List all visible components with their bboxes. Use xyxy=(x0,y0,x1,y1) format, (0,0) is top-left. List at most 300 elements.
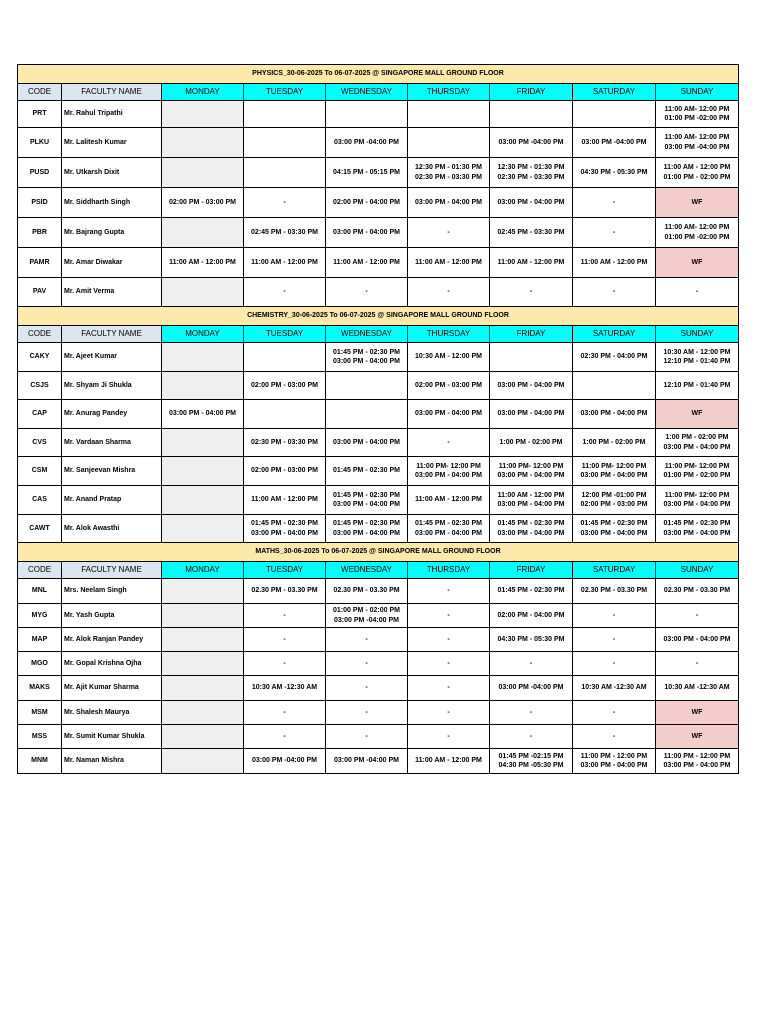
slot-thursday: 03:00 PM - 04:00 PM xyxy=(408,188,490,218)
time-slot: 01:00 PM -02:00 PM xyxy=(664,115,730,122)
faculty-row xyxy=(18,101,739,128)
slot-thursday: - xyxy=(408,676,490,701)
slot-friday: - xyxy=(490,278,573,307)
header-sunday: SUNDAY xyxy=(656,562,739,579)
time-slot: 03:00 PM - 04:00 PM xyxy=(333,358,400,365)
faculty-name: Mr. Rahul Tripathi xyxy=(62,101,162,128)
slot-friday: 03:00 PM -04:00 PM xyxy=(490,676,573,701)
header-saturday: SATURDAY xyxy=(573,562,656,579)
slot-wednesday: 02:00 PM - 04:00 PM xyxy=(326,188,408,218)
slot-saturday: 11:00 AM - 12:00 PM xyxy=(573,248,656,278)
slot-thursday: 11:00 AM - 12:00 PM xyxy=(408,248,490,278)
slot-friday xyxy=(490,101,573,128)
slot-friday: - xyxy=(490,652,573,676)
slot-monday xyxy=(162,604,244,628)
slot-saturday: - xyxy=(573,701,656,725)
slot-wednesday: 03:00 PM - 04:00 PM xyxy=(326,218,408,248)
faculty-name: Mr. Amar Diwakar xyxy=(62,248,162,278)
faculty-code: PAMR xyxy=(18,248,62,278)
slot-monday xyxy=(162,486,244,515)
time-slot: 01:45 PM - 02:30 PM xyxy=(580,520,648,527)
slot-tuesday: - xyxy=(244,725,326,749)
time-slot: 03:00 PM -04:00 PM xyxy=(334,616,399,624)
header-friday: FRIDAY xyxy=(490,562,573,579)
slot-sunday: - xyxy=(656,278,739,307)
header-wednesday: WEDNESDAY xyxy=(326,84,408,101)
time-slot: 02:30 PM - 03:30 PM xyxy=(415,173,482,181)
slot-monday xyxy=(162,725,244,749)
slot-friday: - xyxy=(490,701,573,725)
header-faculty-name: FACULTY NAME xyxy=(62,84,162,101)
faculty-code: MSM xyxy=(18,701,62,725)
slot-thursday: - xyxy=(408,604,490,628)
faculty-row xyxy=(18,158,739,188)
slot-thursday: - xyxy=(408,701,490,725)
slot-saturday: - xyxy=(573,628,656,652)
time-slot: 03:00 PM - 04:00 PM xyxy=(580,529,648,537)
slot-tuesday: 02.30 PM - 03.30 PM xyxy=(244,579,326,604)
slot-wednesday: 03:00 PM -04:00 PM xyxy=(326,128,408,158)
slot-saturday: 02:30 PM - 04:00 PM xyxy=(573,343,656,372)
slot-thursday: 02:00 PM - 03:00 PM xyxy=(408,372,490,400)
faculty-row xyxy=(18,749,739,774)
slot-saturday xyxy=(573,749,656,774)
slot-sunday: WF xyxy=(656,248,739,278)
slot-sunday: - xyxy=(656,604,739,628)
slot-saturday: - xyxy=(573,188,656,218)
slot-saturday xyxy=(573,372,656,400)
faculty-name: Mr. Amit Verma xyxy=(62,278,162,307)
faculty-name: Mr. Gopal Krishna Ojha xyxy=(62,652,162,676)
slot-saturday: 03:00 PM - 04:00 PM xyxy=(573,400,656,429)
slot-tuesday: 10:30 AM -12:30 AM xyxy=(244,676,326,701)
time-slot: 01:45 PM - 02:30 PM xyxy=(497,520,565,527)
time-slot: 03:00 PM -04:00 PM xyxy=(664,143,730,151)
faculty-name: Mr. Anurag Pandey xyxy=(62,400,162,429)
faculty-code: PBR xyxy=(18,218,62,248)
slot-sunday: 02.30 PM - 03.30 PM xyxy=(656,579,739,604)
slot-sunday: - xyxy=(656,652,739,676)
faculty-code: CVS xyxy=(18,429,62,457)
slot-friday xyxy=(490,158,573,188)
faculty-name: Mr. Anand Pratap xyxy=(62,486,162,515)
faculty-name: Mr. Sumit Kumar Shukla xyxy=(62,725,162,749)
faculty-code: PLKU xyxy=(18,128,62,158)
slot-sunday xyxy=(656,429,739,457)
faculty-code: MAKS xyxy=(18,676,62,701)
slot-friday: 04:30 PM - 05:30 PM xyxy=(490,628,573,652)
time-slot: 03:00 PM - 04:00 PM xyxy=(497,472,565,479)
slot-thursday: - xyxy=(408,429,490,457)
slot-wednesday: 03:00 PM -04:00 PM xyxy=(326,749,408,774)
slot-thursday: 10:30 AM - 12:00 PM xyxy=(408,343,490,372)
faculty-code: CAS xyxy=(18,486,62,515)
slot-saturday: 03:00 PM -04:00 PM xyxy=(573,128,656,158)
slot-tuesday: - xyxy=(244,188,326,218)
faculty-name: Mr. Lalitesh Kumar xyxy=(62,128,162,158)
faculty-name: Mr. Shyam Ji Shukla xyxy=(62,372,162,400)
slot-monday xyxy=(162,101,244,128)
slot-friday: 03:00 PM - 04:00 PM xyxy=(490,372,573,400)
slot-thursday: - xyxy=(408,218,490,248)
slot-wednesday xyxy=(326,604,408,628)
time-slot: 11:00 PM - 12:00 PM xyxy=(580,752,648,760)
slot-thursday xyxy=(408,101,490,128)
time-slot: 11:00 PM- 12:00 PM xyxy=(416,462,481,470)
slot-sunday xyxy=(656,101,739,128)
slot-saturday: - xyxy=(573,725,656,749)
slot-monday xyxy=(162,158,244,188)
slot-friday xyxy=(490,486,573,515)
header-sunday: SUNDAY xyxy=(656,326,739,343)
slot-wednesday xyxy=(326,486,408,515)
slot-tuesday: - xyxy=(244,604,326,628)
slot-tuesday: - xyxy=(244,701,326,725)
slot-wednesday: - xyxy=(326,628,408,652)
time-slot: 02:00 PM - 03:00 PM xyxy=(580,501,648,508)
header-code: CODE xyxy=(18,326,62,343)
slot-thursday xyxy=(408,457,490,486)
faculty-code: MSS xyxy=(18,725,62,749)
header-faculty-name: FACULTY NAME xyxy=(62,562,162,579)
slot-wednesday: - xyxy=(326,278,408,307)
faculty-row xyxy=(18,486,739,515)
faculty-name: Mrs. Neelam Singh xyxy=(62,579,162,604)
slot-wednesday: 04:15 PM - 05:15 PM xyxy=(326,158,408,188)
faculty-row xyxy=(18,400,739,429)
time-slot: 01:45 PM -02:15 PM xyxy=(498,752,564,760)
faculty-row xyxy=(18,579,739,604)
slot-thursday: 11:00 AM - 12:00 PM xyxy=(408,749,490,774)
slot-tuesday xyxy=(244,158,326,188)
slot-thursday: - xyxy=(408,579,490,604)
time-slot: 03:00 PM - 04:00 PM xyxy=(333,529,400,537)
slot-saturday: 10:30 AM -12:30 AM xyxy=(573,676,656,701)
faculty-row xyxy=(18,372,739,400)
slot-thursday: - xyxy=(408,725,490,749)
faculty-code: PSID xyxy=(18,188,62,218)
header-friday: FRIDAY xyxy=(490,326,573,343)
slot-monday xyxy=(162,343,244,372)
header-row xyxy=(18,84,739,101)
slot-monday xyxy=(162,749,244,774)
faculty-row xyxy=(18,343,739,372)
faculty-row xyxy=(18,628,739,652)
time-slot: 02:30 PM - 03:30 PM xyxy=(497,173,565,181)
time-slot: 12:00 PM -01:00 PM xyxy=(581,491,647,499)
slot-monday: 03:00 PM - 04:00 PM xyxy=(162,400,244,429)
time-slot: 03:00 PM - 04:00 PM xyxy=(497,529,565,537)
slot-friday xyxy=(490,515,573,543)
time-slot: 12:30 PM - 01:30 PM xyxy=(497,164,565,171)
header-monday: MONDAY xyxy=(162,562,244,579)
faculty-code: CSJS xyxy=(18,372,62,400)
slot-wednesday xyxy=(326,515,408,543)
slot-monday xyxy=(162,676,244,701)
slot-monday: 02:00 PM - 03:00 PM xyxy=(162,188,244,218)
slot-thursday xyxy=(408,515,490,543)
slot-saturday xyxy=(573,486,656,515)
time-slot: 01:00 PM - 02:00 PM xyxy=(663,173,731,181)
slot-sunday: WF xyxy=(656,400,739,429)
slot-sunday xyxy=(656,515,739,543)
slot-sunday xyxy=(656,128,739,158)
slot-tuesday xyxy=(244,128,326,158)
time-slot: 11:00 AM - 12:00 PM xyxy=(663,164,731,171)
slot-tuesday: 02:30 PM - 03:30 PM xyxy=(244,429,326,457)
slot-tuesday: 11:00 AM - 12:00 PM xyxy=(244,486,326,515)
time-slot: 03:00 PM - 04:00 PM xyxy=(580,762,648,769)
header-saturday: SATURDAY xyxy=(573,326,656,343)
slot-saturday xyxy=(573,457,656,486)
slot-friday: - xyxy=(490,725,573,749)
slot-friday: 11:00 AM - 12:00 PM xyxy=(490,248,573,278)
header-friday: FRIDAY xyxy=(490,84,573,101)
header-thursday: THURSDAY xyxy=(408,326,490,343)
time-slot: 01:45 PM - 02:30 PM xyxy=(333,348,400,356)
slot-sunday: WF xyxy=(656,725,739,749)
slot-sunday: 10:30 AM -12:30 AM xyxy=(656,676,739,701)
faculty-code: MYG xyxy=(18,604,62,628)
faculty-row xyxy=(18,652,739,676)
header-sunday: SUNDAY xyxy=(656,84,739,101)
faculty-code: MGO xyxy=(18,652,62,676)
slot-tuesday: - xyxy=(244,278,326,307)
slot-saturday xyxy=(573,101,656,128)
header-code: CODE xyxy=(18,84,62,101)
section-title: CHEMISTRY_30-06-2025 To 06-07-2025 @ SINGAPORE MALL GROUND FLOOR xyxy=(18,307,739,326)
time-slot: 01:45 PM - 02:30 PM xyxy=(333,491,400,499)
time-slot: 12:30 PM - 01:30 PM xyxy=(415,164,482,171)
slot-thursday: 03:00 PM - 04:00 PM xyxy=(408,400,490,429)
slot-sunday xyxy=(656,457,739,486)
slot-wednesday: - xyxy=(326,676,408,701)
faculty-row xyxy=(18,248,739,278)
faculty-row xyxy=(18,701,739,725)
slot-friday: 02:00 PM - 04:00 PM xyxy=(490,604,573,628)
faculty-row xyxy=(18,604,739,628)
faculty-code: CAP xyxy=(18,400,62,429)
slot-tuesday: 02:45 PM - 03:30 PM xyxy=(244,218,326,248)
faculty-code: MNL xyxy=(18,579,62,604)
header-row xyxy=(18,562,739,579)
time-slot: 11:00 PM- 12:00 PM xyxy=(581,462,647,470)
slot-wednesday xyxy=(326,101,408,128)
faculty-row xyxy=(18,128,739,158)
header-row xyxy=(18,326,739,343)
header-saturday: SATURDAY xyxy=(573,84,656,101)
slot-sunday xyxy=(656,158,739,188)
time-slot: 03:00 PM - 04:00 PM xyxy=(663,443,731,451)
slot-tuesday xyxy=(244,101,326,128)
faculty-code: CSM xyxy=(18,457,62,486)
time-slot: 11:00 AM- 12:00 PM xyxy=(664,105,730,113)
slot-tuesday xyxy=(244,400,326,429)
faculty-name: Mr. Bajrang Gupta xyxy=(62,218,162,248)
slot-wednesday xyxy=(326,372,408,400)
slot-wednesday: - xyxy=(326,701,408,725)
slot-tuesday xyxy=(244,515,326,543)
slot-saturday: 02.30 PM - 03.30 PM xyxy=(573,579,656,604)
faculty-code: PAV xyxy=(18,278,62,307)
slot-monday xyxy=(162,372,244,400)
slot-saturday: - xyxy=(573,652,656,676)
faculty-name: Mr. Vardaan Sharma xyxy=(62,429,162,457)
slot-sunday: 03:00 PM - 04:00 PM xyxy=(656,628,739,652)
slot-tuesday: 03:00 PM -04:00 PM xyxy=(244,749,326,774)
header-thursday: THURSDAY xyxy=(408,84,490,101)
slot-saturday xyxy=(573,515,656,543)
faculty-row xyxy=(18,457,739,486)
time-slot: 01:45 PM - 02:30 PM xyxy=(333,520,400,527)
faculty-code: MNM xyxy=(18,749,62,774)
section-title: MATHS_30-06-2025 To 06-07-2025 @ SINGAPORE MALL GROUND FLOOR xyxy=(18,543,739,562)
faculty-name: Mr. Yash Gupta xyxy=(62,604,162,628)
time-slot: 03:00 PM - 04:00 PM xyxy=(663,501,731,508)
slot-wednesday: 01:45 PM - 02:30 PM xyxy=(326,457,408,486)
slot-monday xyxy=(162,579,244,604)
slot-monday xyxy=(162,128,244,158)
faculty-name: Mr. Alok Ranjan Pandey xyxy=(62,628,162,652)
faculty-row xyxy=(18,515,739,543)
slot-monday xyxy=(162,652,244,676)
faculty-name: Mr. Ajeet Kumar xyxy=(62,343,162,372)
time-slot: 11:00 PM- 12:00 PM xyxy=(498,462,564,470)
faculty-name: Mr. Naman Mishra xyxy=(62,749,162,774)
time-slot: 03:00 PM - 04:00 PM xyxy=(580,472,648,479)
slot-thursday: 11:00 AM - 12:00 PM xyxy=(408,486,490,515)
slot-monday: 11:00 AM - 12:00 PM xyxy=(162,248,244,278)
time-slot: 01:45 PM - 02:30 PM xyxy=(663,520,731,527)
slot-wednesday xyxy=(326,400,408,429)
time-slot: 01:45 PM - 02:30 PM xyxy=(251,520,318,527)
faculty-row xyxy=(18,429,739,457)
timetable-sheet xyxy=(17,64,738,774)
slot-thursday: - xyxy=(408,652,490,676)
time-slot: 11:00 AM- 12:00 PM xyxy=(664,134,730,141)
time-slot: 11:00 PM- 12:00 PM xyxy=(664,491,730,499)
slot-friday xyxy=(490,343,573,372)
timetable-grid xyxy=(17,64,739,774)
header-code: CODE xyxy=(18,562,62,579)
slot-sunday xyxy=(656,749,739,774)
slot-sunday xyxy=(656,218,739,248)
slot-monday xyxy=(162,457,244,486)
time-slot: 03:00 PM - 04:00 PM xyxy=(497,501,565,508)
time-slot: 03:00 PM - 04:00 PM xyxy=(663,529,731,537)
slot-friday: 03:00 PM - 04:00 PM xyxy=(490,400,573,429)
slot-wednesday: 03:00 PM - 04:00 PM xyxy=(326,429,408,457)
faculty-code: CAWT xyxy=(18,515,62,543)
header-monday: MONDAY xyxy=(162,326,244,343)
slot-monday xyxy=(162,218,244,248)
slot-saturday: - xyxy=(573,278,656,307)
slot-wednesday xyxy=(326,343,408,372)
slot-friday: 03:00 PM - 04:00 PM xyxy=(490,188,573,218)
time-slot: 03:00 PM - 04:00 PM xyxy=(251,529,318,537)
time-slot: 03:00 PM - 04:00 PM xyxy=(333,501,400,508)
slot-monday xyxy=(162,278,244,307)
time-slot: 10:30 AM - 12:00 PM xyxy=(663,348,731,356)
slot-friday: 02:45 PM - 03:30 PM xyxy=(490,218,573,248)
slot-thursday: - xyxy=(408,278,490,307)
slot-sunday: WF xyxy=(656,701,739,725)
header-monday: MONDAY xyxy=(162,84,244,101)
slot-thursday xyxy=(408,128,490,158)
slot-saturday: - xyxy=(573,604,656,628)
header-tuesday: TUESDAY xyxy=(244,562,326,579)
faculty-code: PRT xyxy=(18,101,62,128)
faculty-name: Mr. Ajit Kumar Sharma xyxy=(62,676,162,701)
faculty-code: CAKY xyxy=(18,343,62,372)
slot-tuesday: 02:00 PM - 03:00 PM xyxy=(244,457,326,486)
header-faculty-name: FACULTY NAME xyxy=(62,326,162,343)
slot-sunday: 12:10 PM - 01:40 PM xyxy=(656,372,739,400)
time-slot: 12:10 PM - 01:40 PM xyxy=(663,358,731,365)
slot-monday xyxy=(162,515,244,543)
faculty-name: Mr. Alok Awasthi xyxy=(62,515,162,543)
header-wednesday: WEDNESDAY xyxy=(326,562,408,579)
faculty-name: Mr. Utkarsh Dixit xyxy=(62,158,162,188)
slot-friday: 03:00 PM -04:00 PM xyxy=(490,128,573,158)
slot-friday: 01:45 PM - 02:30 PM xyxy=(490,579,573,604)
time-slot: 1:00 PM - 02:00 PM xyxy=(665,434,729,441)
slot-tuesday xyxy=(244,343,326,372)
slot-wednesday: - xyxy=(326,652,408,676)
header-wednesday: WEDNESDAY xyxy=(326,326,408,343)
time-slot: 01:00 PM - 02:00 PM xyxy=(663,472,731,479)
faculty-row xyxy=(18,725,739,749)
time-slot: 01:00 PM - 02:00 PM xyxy=(333,607,400,614)
section-title: PHYSICS_30-06-2025 To 06-07-2025 @ SINGAPORE MALL GROUND FLOOR xyxy=(18,65,739,84)
faculty-code: MAP xyxy=(18,628,62,652)
faculty-code: PUSD xyxy=(18,158,62,188)
slot-saturday: 1:00 PM - 02:00 PM xyxy=(573,429,656,457)
time-slot: 11:00 PM- 12:00 PM xyxy=(664,462,730,470)
time-slot: 11:00 AM- 12:00 PM xyxy=(664,224,730,231)
time-slot: 11:00 PM - 12:00 PM xyxy=(663,752,731,760)
time-slot: 03:00 PM - 04:00 PM xyxy=(415,472,482,479)
time-slot: 11:00 AM - 12:00 PM xyxy=(497,491,565,499)
faculty-name: Mr. Shalesh Maurya xyxy=(62,701,162,725)
faculty-row xyxy=(18,188,739,218)
time-slot: 04:30 PM -05:30 PM xyxy=(498,762,564,769)
slot-tuesday: 02:00 PM - 03:00 PM xyxy=(244,372,326,400)
time-slot: 01:00 PM -02:00 PM xyxy=(664,233,730,241)
time-slot: 03:00 PM - 04:00 PM xyxy=(663,762,731,769)
slot-sunday: WF xyxy=(656,188,739,218)
header-tuesday: TUESDAY xyxy=(244,326,326,343)
faculty-row xyxy=(18,676,739,701)
slot-tuesday: - xyxy=(244,628,326,652)
header-tuesday: TUESDAY xyxy=(244,84,326,101)
slot-friday xyxy=(490,749,573,774)
slot-monday xyxy=(162,701,244,725)
faculty-name: Mr. Sanjeevan Mishra xyxy=(62,457,162,486)
time-slot: 03:00 PM - 04:00 PM xyxy=(415,529,482,537)
slot-monday xyxy=(162,628,244,652)
faculty-row xyxy=(18,278,739,307)
slot-thursday xyxy=(408,158,490,188)
slot-thursday: - xyxy=(408,628,490,652)
slot-tuesday: 11:00 AM - 12:00 PM xyxy=(244,248,326,278)
slot-sunday xyxy=(656,486,739,515)
slot-monday xyxy=(162,429,244,457)
faculty-name: Mr. Siddharth Singh xyxy=(62,188,162,218)
slot-sunday xyxy=(656,343,739,372)
slot-wednesday: - xyxy=(326,725,408,749)
slot-wednesday: 11:00 AM - 12:00 PM xyxy=(326,248,408,278)
